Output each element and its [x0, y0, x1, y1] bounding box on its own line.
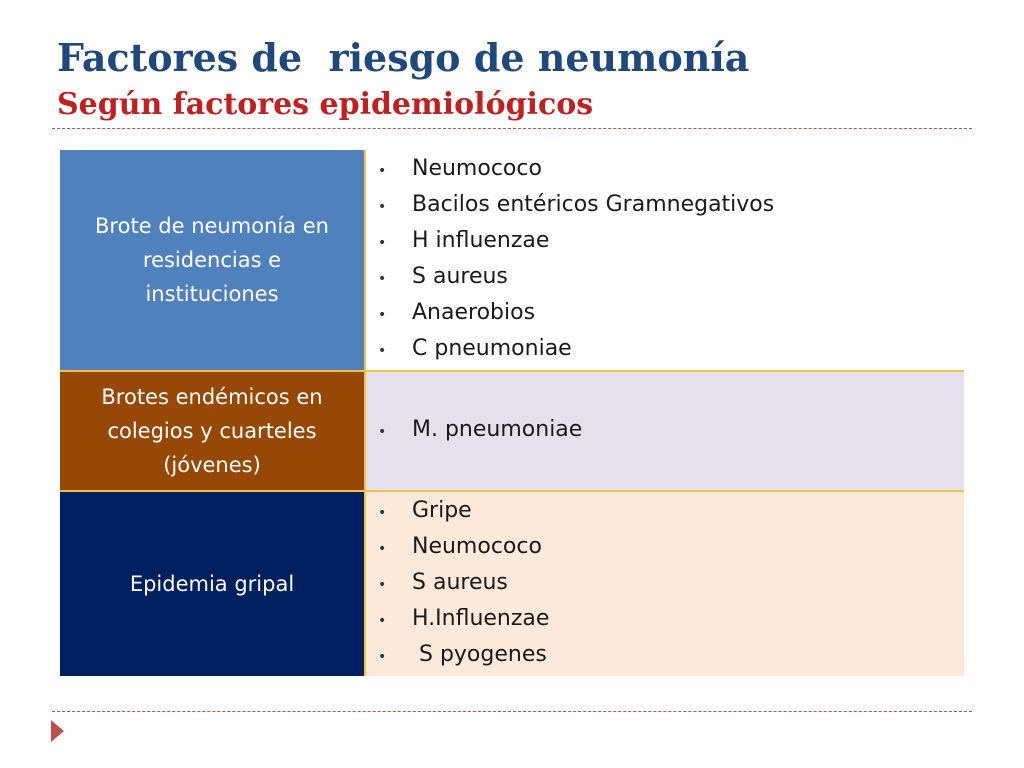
list-item — [378, 602, 549, 638]
bullet-dot-icon: • — [378, 424, 387, 440]
list-item — [378, 152, 774, 188]
bullet-dot-icon: • — [378, 577, 387, 593]
bullet-dot-icon: • — [378, 271, 387, 287]
table-row — [60, 370, 964, 490]
pathogen-label: Gripe — [412, 498, 472, 523]
pathogen-list — [378, 413, 582, 449]
bullet-dot-icon: • — [378, 199, 387, 215]
pathogen-list — [378, 494, 549, 674]
bullet-dot-icon: • — [378, 613, 387, 629]
triangle-right-icon — [51, 720, 64, 742]
list-item — [378, 188, 774, 224]
bullet-dot-icon: • — [378, 343, 387, 359]
list-item — [378, 494, 549, 530]
list-item — [378, 530, 549, 566]
pathogen-label: Neumococo — [412, 156, 542, 181]
list-item — [378, 566, 549, 602]
pathogen-label: C pneumoniae — [412, 336, 572, 361]
category-cell: Brotes endémicos en colegios y cuarteles (jóvenes) — [60, 370, 366, 490]
list-item — [378, 638, 549, 674]
pathogen-list — [378, 152, 774, 368]
slide-title: Factores de riesgo de neumonía — [57, 35, 750, 80]
pathogen-label: H.Influenzae — [412, 606, 550, 631]
pathogen-label: S pyogenes — [412, 642, 547, 667]
slide-subtitle: Según factores epidemiológicos — [57, 87, 594, 122]
category-cell: Epidemia gripal — [60, 490, 366, 676]
list-item — [378, 296, 774, 332]
bullet-dot-icon: • — [378, 307, 387, 323]
risk-factor-table — [60, 150, 964, 676]
bullet-dot-icon: • — [378, 649, 387, 665]
bullet-dot-icon: • — [378, 235, 387, 251]
top-dashed-divider — [52, 128, 972, 129]
pathogen-label: Anaerobios — [412, 300, 536, 325]
pathogen-list-cell — [366, 150, 964, 370]
bullet-dot-icon: • — [378, 541, 387, 557]
table-row — [60, 490, 964, 676]
bullet-dot-icon: • — [378, 163, 387, 179]
pathogen-label: H influenzae — [412, 228, 550, 253]
pathogen-list-cell — [366, 490, 964, 676]
list-item — [378, 224, 774, 260]
pathogen-label: M. pneumoniae — [412, 417, 583, 442]
list-item — [378, 332, 774, 368]
table-row — [60, 150, 964, 370]
list-item — [378, 413, 582, 449]
list-item — [378, 260, 774, 296]
pathogen-label: Bacilos entéricos Gramnegativos — [412, 192, 775, 217]
pathogen-list-cell — [366, 370, 964, 490]
bottom-dashed-divider — [52, 711, 972, 712]
pathogen-label: S aureus — [412, 264, 508, 289]
category-cell: Brote de neumonía en residencias e instituciones — [60, 150, 366, 370]
pathogen-label: Neumococo — [412, 534, 542, 559]
pathogen-label: S aureus — [412, 570, 508, 595]
bullet-dot-icon: • — [378, 505, 387, 521]
